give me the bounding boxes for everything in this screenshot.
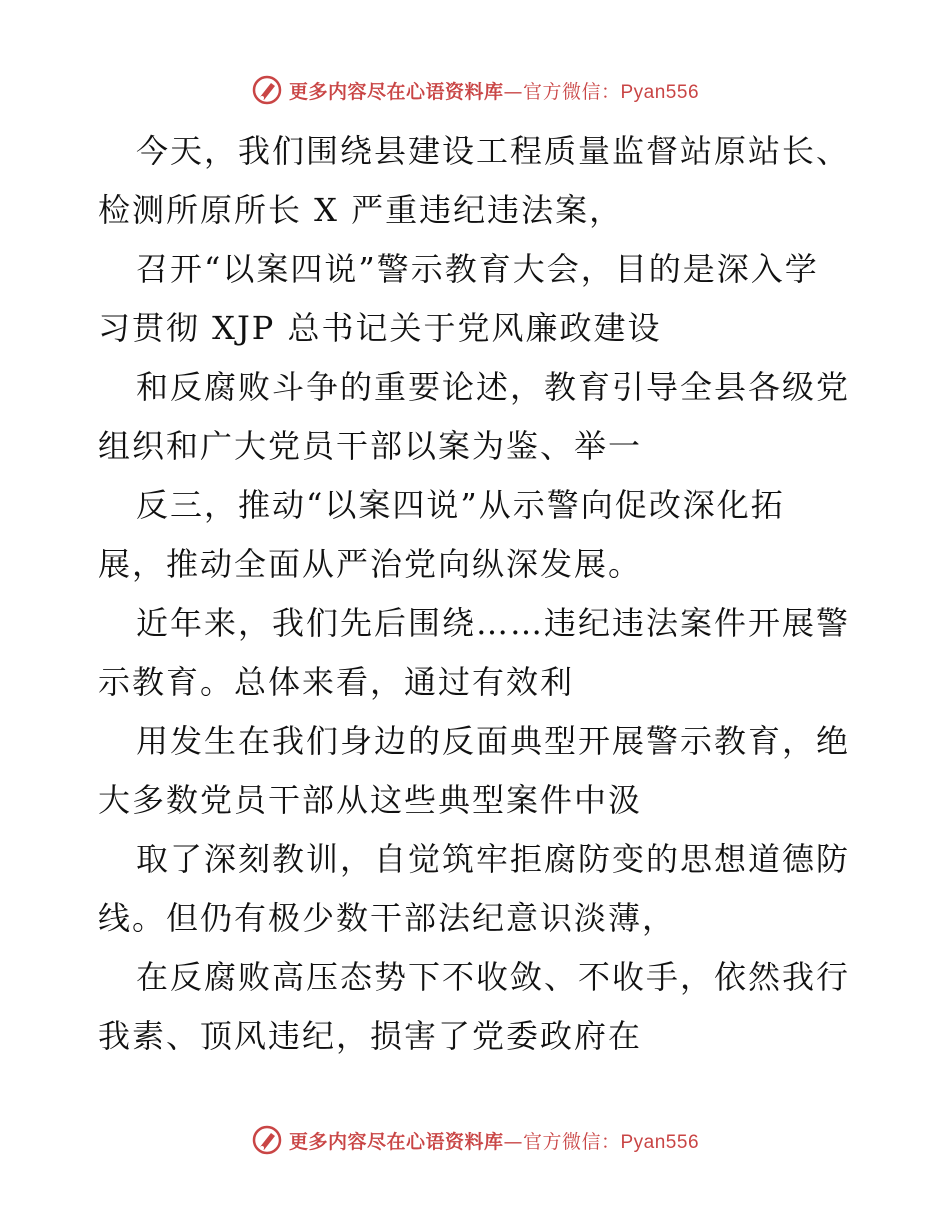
watermark-wechat-id: Pyan556 [620, 81, 700, 103]
document-body [98, 122, 858, 1066]
paragraph [98, 948, 858, 1066]
paragraph-line: 取了深刻教训，自觉筑牢拒腐防变的思想道德防 [136, 840, 851, 878]
paragraph-line: 线。但仍有极少数干部法纪意识淡薄， [98, 899, 677, 937]
paragraph-line: 在反腐败高压态势下不收敛、不收手，依然我行 [136, 958, 851, 996]
paragraph [98, 830, 858, 948]
footer-watermark [0, 1120, 950, 1160]
watermark-text [289, 1127, 699, 1154]
header-watermark [0, 70, 950, 110]
pen-nib-logo-icon [251, 74, 283, 106]
pen-nib-logo-icon [251, 1124, 283, 1156]
paragraph-line: 组织和广大党员干部以案为鉴、举一 [98, 427, 643, 465]
paragraph [98, 476, 858, 594]
paragraph-line: 示教育。总体来看，通过有效利 [98, 663, 575, 701]
watermark-text [289, 77, 699, 104]
paragraph-line: 和反腐败斗争的重要论述，教育引导全县各级党 [136, 368, 851, 406]
watermark-wechat-label: 官方微信： [522, 80, 621, 103]
paragraph-line: 召开“以案四说”警示教育大会，目的是深入学 [136, 250, 819, 288]
watermark-wechat-id: Pyan556 [620, 1131, 700, 1153]
paragraph-line: 近年来，我们先后围绕……违纪违法案件开展警 [136, 604, 851, 642]
paragraph-line: 反三，推动“以案四说”从示警向促改深化拓 [136, 486, 785, 524]
paragraph [98, 122, 858, 240]
paragraph-line: 检测所原所长 X 严重违纪违法案， [98, 191, 624, 229]
watermark-wechat-label: 官方微信： [522, 1130, 621, 1153]
paragraph-line: 习贯彻 XJP 总书记关于党风廉政建设 [98, 309, 662, 347]
watermark-dash: — [503, 80, 523, 103]
paragraph [98, 712, 858, 830]
paragraph-line: 我素、顶风违纪，损害了党委政府在 [98, 1017, 643, 1055]
paragraph [98, 594, 858, 712]
paragraph-line: 今天，我们围绕县建设工程质量监督站原站长、 [136, 132, 851, 170]
watermark-brand: 更多内容尽在心语资料库 [288, 80, 504, 103]
paragraph-line: 展，推动全面从严治党向纵深发展。 [98, 545, 643, 583]
paragraph [98, 358, 858, 476]
paragraph [98, 240, 858, 358]
watermark-dash: — [503, 1130, 523, 1153]
paragraph-line: 大多数党员干部从这些典型案件中汲 [98, 781, 643, 819]
paragraph-line: 用发生在我们身边的反面典型开展警示教育，绝 [136, 722, 851, 760]
watermark-brand: 更多内容尽在心语资料库 [288, 1130, 504, 1153]
